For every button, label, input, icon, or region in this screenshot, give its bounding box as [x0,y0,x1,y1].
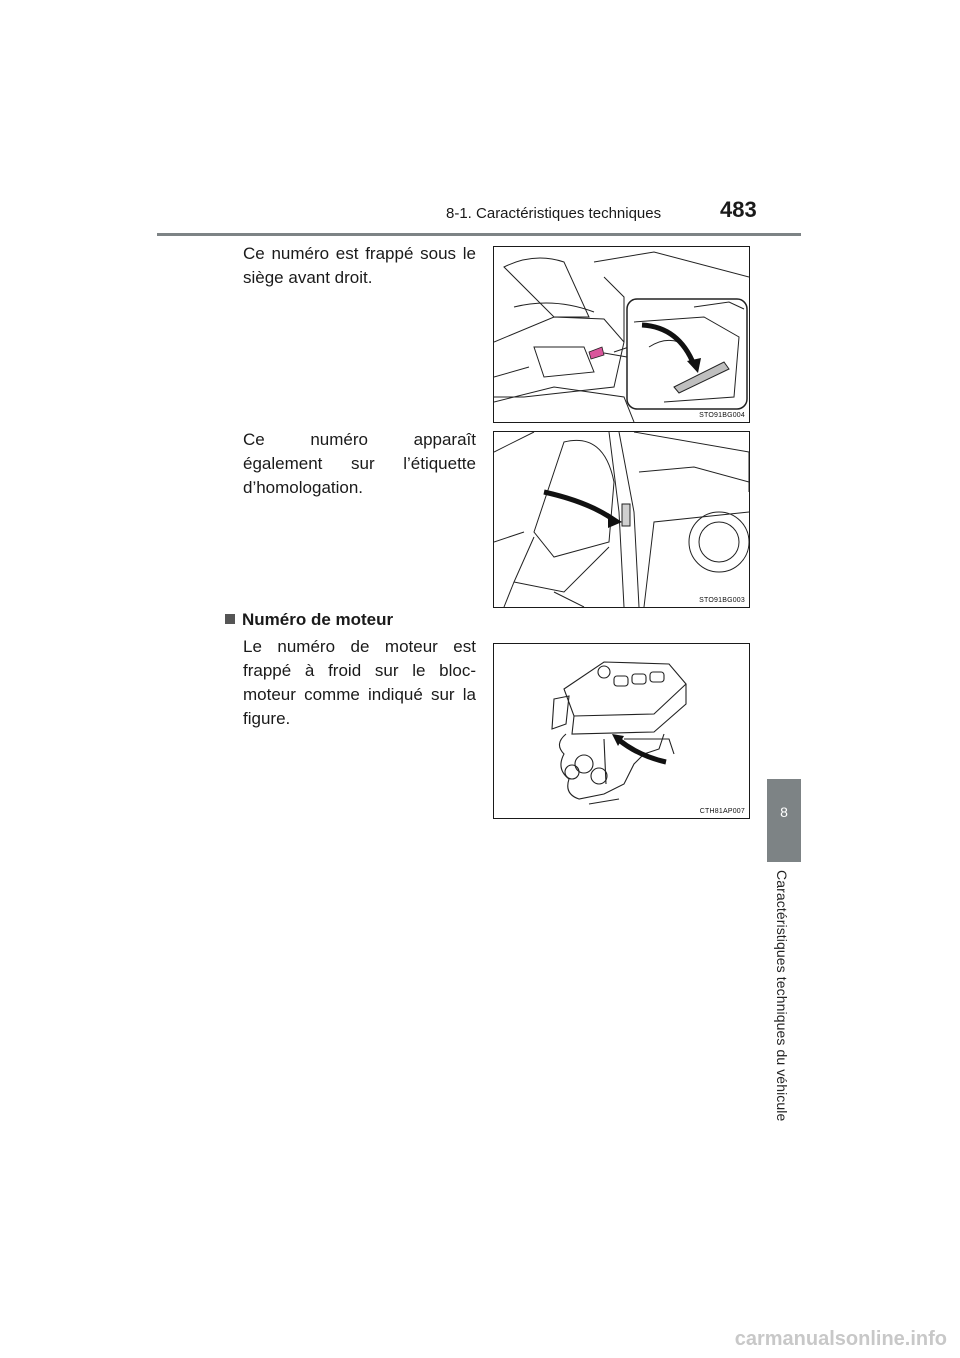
figure-code: STO91BG004 [699,412,745,419]
arrow-icon [544,492,614,520]
figure-code: CTH81AP007 [699,808,745,815]
page-number: 483 [720,197,757,222]
door-pillar-illustration [494,432,749,607]
engine-illustration [494,644,749,818]
seat-illustration [494,247,749,422]
watermark: carmanualsonline.info [734,1328,947,1350]
engine-number-heading [225,610,393,630]
figure-engine [493,643,750,819]
square-bullet-icon [225,614,235,624]
engine-number-heading-text: Numéro de moteur [242,610,394,629]
header-divider [157,233,801,236]
chapter-number: 8 [780,804,788,820]
seat-number-text: Ce numéro est frappé sous le siège avant droit. [243,244,476,287]
figure-door-pillar [493,431,750,608]
figure-code: STO91BG003 [699,597,745,604]
figure-seat-underside [493,246,750,423]
chapter-title: Caractéristiques techniques du véhicule [774,870,790,1122]
header-section-title: 8-1. Caractéristiques techniques [446,205,662,222]
highlight-marker [589,347,604,359]
certification-label [622,504,630,526]
chapter-tab[interactable] [767,779,801,862]
arrow-icon [619,740,666,762]
label-number-text: Ce numéro apparaît également sur l’étiquette d’homologation. [243,430,476,497]
engine-number-text: Le numéro de moteur est frappé à froid sur le bloc-moteur comme indiqué sur la figure. [243,637,476,728]
